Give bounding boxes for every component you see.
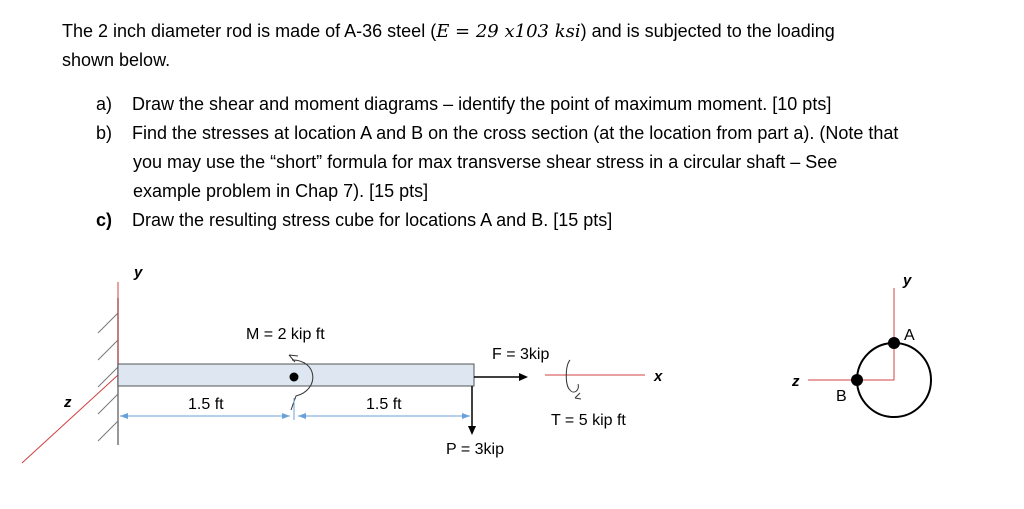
dimension-lines: [120, 398, 470, 420]
intro-text-after: ) and is subjected to the loading: [580, 21, 835, 41]
axis-x-label: x: [654, 368, 663, 385]
problem-intro-line2: shown below.: [62, 50, 171, 70]
axis-y-label: y: [134, 264, 143, 281]
modulus-expression: E = 29 x103 ksi: [436, 21, 581, 42]
point-b-dot: [851, 374, 863, 386]
point-a-dot: [888, 337, 900, 349]
torque-arrowhead: [575, 393, 581, 399]
axis-z-label: z: [64, 394, 72, 411]
axial-force-label: F = 3kip: [492, 346, 550, 363]
task-c-text: Draw the resulting stress cube for locations A and B. [15 pts]: [132, 210, 613, 230]
point-load-label: P = 3kip: [446, 441, 504, 458]
moment-point: [290, 373, 299, 382]
point-a-label: A: [904, 327, 915, 344]
dimension-right-label: 1.5 ft: [366, 396, 402, 413]
moment-arrowhead: [289, 355, 298, 362]
section-y-label: y: [903, 272, 912, 289]
task-c-label: c): [96, 210, 113, 230]
moment-label: M = 2 kip ft: [246, 326, 325, 343]
task-b-label: b): [96, 123, 113, 143]
task-a-label: a): [96, 94, 113, 114]
torque-label: T = 5 kip ft: [551, 412, 626, 429]
fixed-wall: [98, 298, 118, 445]
point-load-arrowhead: [468, 426, 476, 435]
task-b-text-line3: example problem in Chap 7). [15 pts]: [133, 181, 429, 201]
z-axis-line: [22, 375, 118, 463]
point-b-label: B: [836, 388, 847, 405]
task-b-text-line1: Find the stresses at location A and B on the cross section (at the location from part a). (Note that: [132, 123, 899, 143]
section-z-label: z: [792, 373, 800, 390]
axial-force-arrowhead: [519, 373, 528, 381]
task-a-text: Draw the shear and moment diagrams – identify the point of maximum moment. [10 pts]: [132, 94, 832, 114]
task-b-text-line2: you may use the “short” formula for max transverse shear stress in a circular shaft – See: [133, 152, 838, 172]
dimension-left-label: 1.5 ft: [188, 396, 224, 413]
cross-section: [808, 288, 931, 417]
torque-arrow: [566, 360, 578, 392]
intro-text-before: The 2 inch diameter rod is made of A-36 steel (: [62, 21, 437, 41]
